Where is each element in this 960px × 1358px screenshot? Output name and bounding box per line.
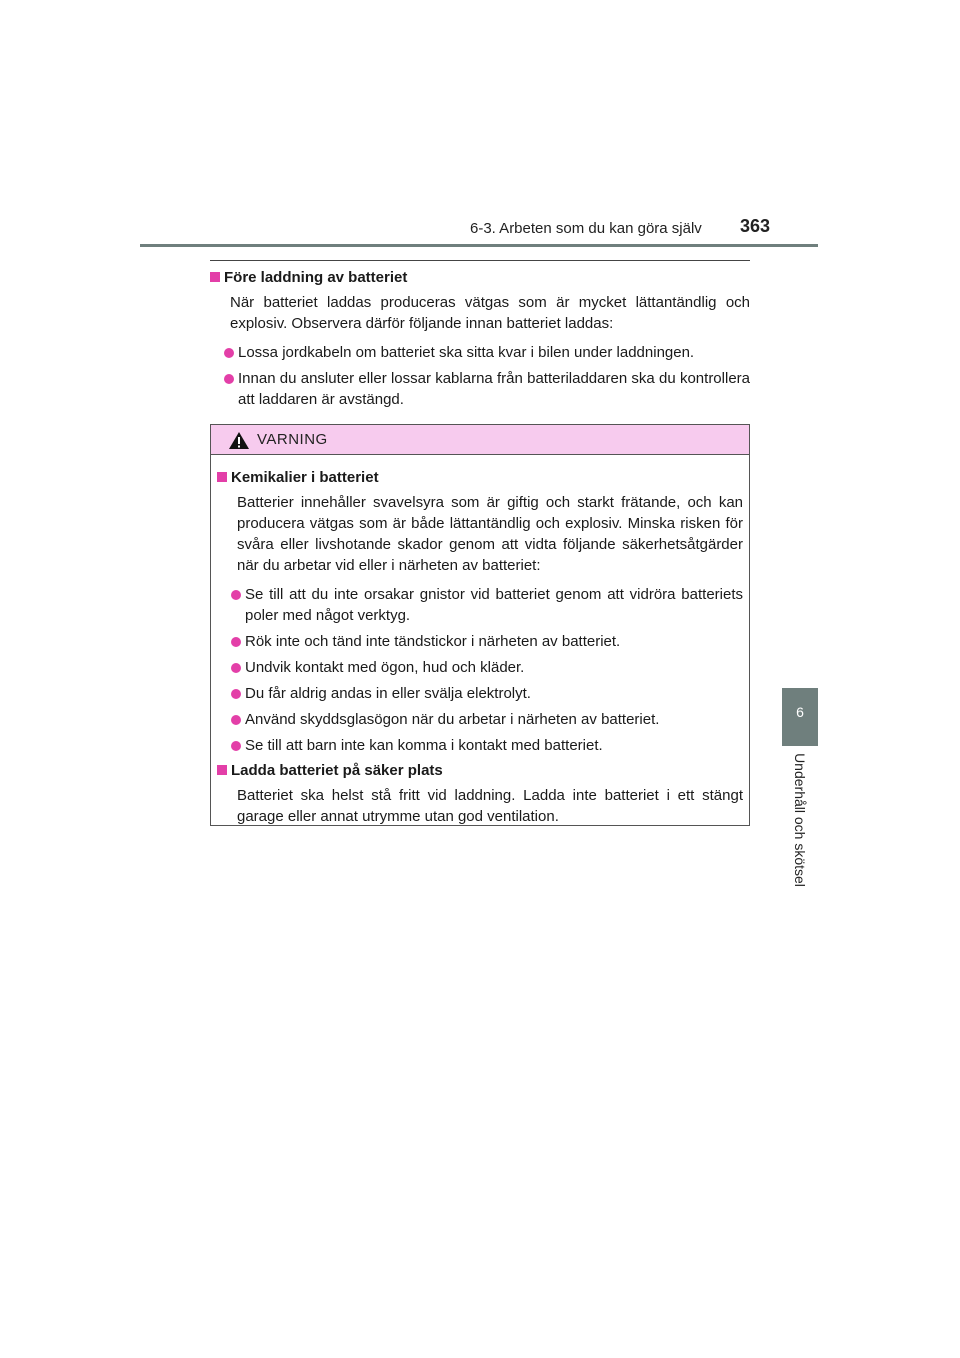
page-number: 363 xyxy=(740,216,771,236)
round-bullet-icon xyxy=(231,689,241,699)
warning-paragraph: Batteriet ska helst stå fritt vid laddning. Ladda inte batteriet i ett stängt garage eller annat utrymme utan god ventilation. xyxy=(237,787,743,825)
chapter-number: 6 xyxy=(796,704,804,720)
subsection-heading-text: Ladda batteriet på säker plats xyxy=(231,762,443,779)
warning-subsection-heading xyxy=(217,761,743,781)
subsection-heading-text: Kemikalier i batteriet xyxy=(231,469,379,486)
round-bullet-icon xyxy=(231,590,241,600)
warning-subsection-heading xyxy=(217,468,743,488)
section-heading xyxy=(210,268,750,288)
list-item xyxy=(245,584,743,626)
square-bullet-icon xyxy=(217,765,227,775)
list-item xyxy=(245,709,743,730)
list-item-text: Undvik kontakt med ögon, hud och kläder. xyxy=(245,659,525,676)
list-item-text: Se till att du inte orsakar gnistor vid batteriet genom att vidröra batteriets poler med något verktyg. xyxy=(245,586,743,624)
list-item-text: Innan du ansluter eller lossar kablarna från batteriladdaren ska du kontrollera att laddaren är avstängd. xyxy=(238,370,750,408)
list-item-text: Lossa jordkabeln om batteriet ska sitta kvar i bilen under laddningen. xyxy=(238,344,695,361)
charging-section xyxy=(210,268,750,415)
list-item xyxy=(245,735,743,756)
header-title: 6-3. Arbeten som du kan göra själv xyxy=(470,220,702,237)
square-bullet-icon xyxy=(217,472,227,482)
section-paragraph: När batteriet laddas produceras vätgas som är mycket lättantändlig och explosiv. Observera därför följande innan batteriet laddas: xyxy=(230,294,750,332)
list-item xyxy=(245,683,743,704)
square-bullet-icon xyxy=(210,272,220,282)
warning-title: VARNING xyxy=(257,431,328,448)
warning-box xyxy=(210,424,750,826)
warning-triangle-icon xyxy=(228,431,250,450)
list-item xyxy=(238,368,750,410)
round-bullet-icon xyxy=(231,637,241,647)
list-item xyxy=(238,342,750,363)
list-item xyxy=(245,631,743,652)
list-item-text: Du får aldrig andas in eller svälja elektrolyt. xyxy=(245,685,531,702)
warning-body xyxy=(211,455,749,827)
round-bullet-icon xyxy=(224,348,234,358)
list-item-text: Rök inte och tänd inte tändstickor i närheten av batteriet. xyxy=(245,633,621,650)
list-item xyxy=(245,657,743,678)
section-bullets xyxy=(210,342,750,410)
round-bullet-icon xyxy=(231,663,241,673)
warning-header xyxy=(211,425,749,455)
list-item-text: Använd skyddsglasögon när du arbetar i närheten av batteriet. xyxy=(245,711,660,728)
list-item-text: Se till att barn inte kan komma i kontakt med batteriet. xyxy=(245,737,603,754)
section-divider xyxy=(210,260,750,261)
warning-paragraph: Batterier innehåller svavelsyra som är giftig och starkt frätande, och kan producera vätgas som är både lättantändlig och explosiv. Minska risken för svåra eller livshotande skador genom att vidta följande säkerhetsåtgärder när du arbetar vid eller i närheten av batteriet: xyxy=(237,494,743,574)
chapter-title: Underhåll och skötsel xyxy=(792,753,808,887)
round-bullet-icon xyxy=(224,374,234,384)
round-bullet-icon xyxy=(231,715,241,725)
round-bullet-icon xyxy=(231,741,241,751)
header-rule xyxy=(140,244,818,247)
section-heading-text: Före laddning av batteriet xyxy=(224,269,408,286)
